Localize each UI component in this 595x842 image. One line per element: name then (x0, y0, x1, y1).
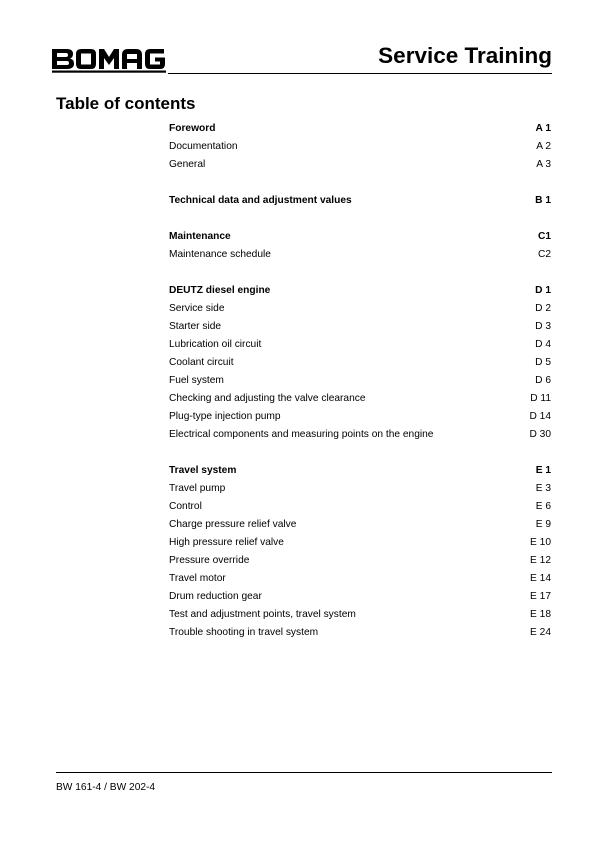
toc-section-entry (169, 192, 551, 210)
toc-entry-label: Foreword (169, 123, 216, 134)
toc-entry (169, 318, 551, 336)
bomag-logo-graphic (52, 44, 170, 74)
toc-entry (169, 336, 551, 354)
toc-entry (169, 372, 551, 390)
toc-entry-label: Lubrication oil circuit (169, 339, 262, 350)
toc-entry (169, 552, 551, 570)
toc-section-entry (169, 120, 551, 138)
toc-spacer (169, 444, 551, 462)
toc-entry (169, 408, 551, 426)
toc-entry (169, 390, 551, 408)
toc-entry-label: Checking and adjusting the valve clearance (169, 393, 366, 404)
toc-entry-page: E 10 (530, 537, 551, 548)
toc-section-entry (169, 282, 551, 300)
toc-entry-page: E 9 (535, 519, 551, 530)
toc-entry-page: D 3 (535, 321, 551, 332)
toc-entry-page: C2 (537, 249, 551, 260)
toc-entry-label: DEUTZ diesel engine (169, 285, 271, 296)
toc-entry-page: E 1 (535, 465, 551, 476)
toc-spacer (169, 210, 551, 228)
toc-entry-label: Travel motor (169, 573, 226, 584)
toc-entry-label: Pressure override (169, 555, 250, 566)
toc-entry-label: Charge pressure relief valve (169, 519, 297, 530)
toc-entry-label: Travel system (169, 465, 237, 476)
toc-entry-page: E 14 (530, 573, 551, 584)
toc-entry-label: Test and adjustment points, travel system (169, 609, 356, 620)
toc-entry-label: Documentation (169, 141, 238, 152)
toc-entry (169, 480, 551, 498)
toc-entry-label: Service side (169, 303, 225, 314)
toc-entry-label: Electrical components and measuring points on the engine (169, 429, 434, 440)
toc-section-entry (169, 228, 551, 246)
toc-section-entry (169, 462, 551, 480)
toc-entry-page: A 2 (536, 141, 551, 152)
toc-entry-label: Fuel system (169, 375, 224, 386)
toc-spacer (169, 264, 551, 282)
toc-entry-label: Coolant circuit (169, 357, 234, 368)
toc-entry (169, 606, 551, 624)
toc-entry-label: Travel pump (169, 483, 226, 494)
toc-entry (169, 246, 551, 264)
toc-entry (169, 498, 551, 516)
toc-entry (169, 426, 551, 444)
toc-entry-page: D 11 (530, 393, 551, 404)
toc-entry-page: D 4 (535, 339, 551, 350)
toc-entry-label: Drum reduction gear (169, 591, 262, 602)
toc-entry-page: E 24 (530, 627, 551, 638)
toc-entry-page: E 6 (535, 501, 551, 512)
toc-spacer (169, 174, 551, 192)
toc-entry-label: General (169, 159, 206, 170)
toc-entry-page: D 5 (535, 357, 551, 368)
header-divider (168, 73, 552, 74)
toc-entry (169, 570, 551, 588)
toc-entry-label: High pressure relief valve (169, 537, 284, 548)
toc-entry (169, 588, 551, 606)
toc-entry-label: Maintenance schedule (169, 249, 271, 260)
toc-entry (169, 156, 551, 174)
toc-entry-label: Starter side (169, 321, 222, 332)
toc-entry-label: Trouble shooting in travel system (169, 627, 319, 638)
toc-entry (169, 534, 551, 552)
toc-entry-page: E 17 (530, 591, 551, 602)
toc-entry (169, 354, 551, 372)
toc-entry-label: Maintenance (169, 231, 231, 242)
toc-entry-page: A 3 (536, 159, 551, 170)
toc-entry-page: B 1 (535, 195, 551, 206)
footer-model: BW 161-4 / BW 202-4 (56, 782, 156, 793)
toc-entry (169, 624, 551, 642)
toc-entry-page: E 18 (530, 609, 551, 620)
toc-entry-label: Technical data and adjustment values (169, 195, 352, 206)
toc-entry (169, 300, 551, 318)
toc-entry (169, 516, 551, 534)
toc-entry-label: Control (169, 501, 202, 512)
toc-entry (169, 138, 551, 156)
toc-entry-page: D 1 (535, 285, 551, 296)
toc-entry-page: D 6 (535, 375, 551, 386)
table-of-contents (169, 120, 551, 642)
toc-heading: Table of contents (56, 94, 196, 113)
page-header-title: Service Training (378, 43, 552, 68)
toc-entry-page: C1 (537, 231, 551, 242)
toc-entry-page: D 14 (529, 411, 551, 422)
toc-entry-label: Plug-type injection pump (169, 411, 281, 422)
toc-entry-page: E 12 (530, 555, 551, 566)
toc-entry-page: E 3 (535, 483, 551, 494)
bomag-logo (52, 44, 170, 74)
footer-divider (56, 772, 552, 773)
toc-entry-page: A 1 (535, 123, 551, 134)
toc-entry-page: D 2 (535, 303, 551, 314)
toc-entry-page: D 30 (529, 429, 551, 440)
